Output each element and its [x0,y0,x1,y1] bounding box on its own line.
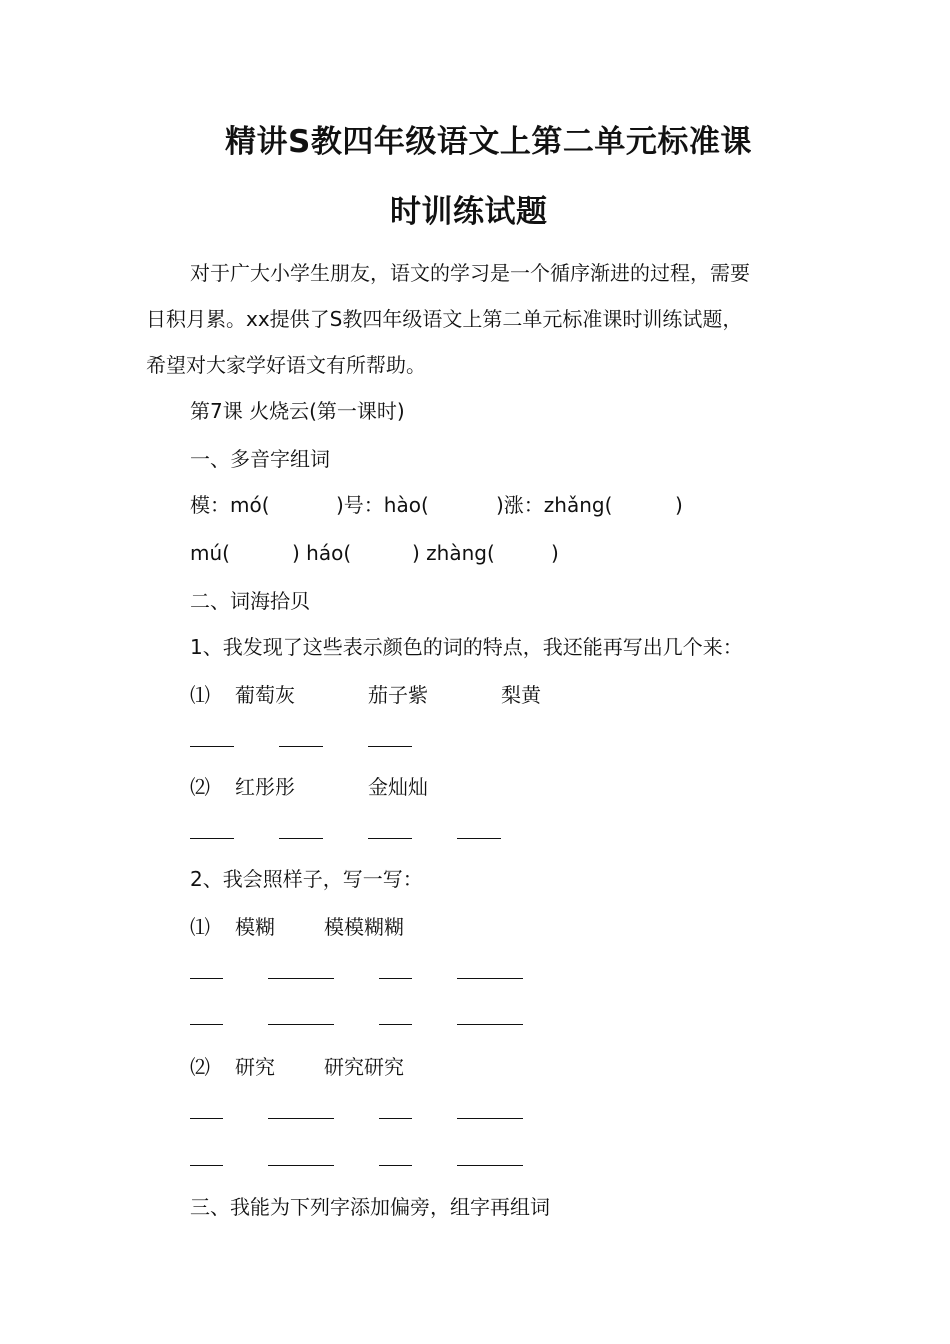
polyphone-close: ) [675,493,683,517]
intro-line2: 日积月累。xx提供了S教四年级语文上第二单元标准课时训练试题， [146,307,743,331]
document-title-line1: 精讲S教四年级语文上第二单元标准课 [225,124,752,160]
polyphone-mu: mú( [190,541,230,565]
answer-blank[interactable] [368,838,412,839]
intro-line1: 对于广大小学生朋友，语文的学习是一个循序渐进的过程，需要 [190,261,750,285]
lesson-title: 第7课 火烧云(第一课时) [190,399,405,423]
polyphone-zhang: )涨：zhǎng( [496,493,613,517]
polyphone-close2: ) [551,541,559,565]
answer-blank[interactable] [190,746,234,747]
answer-blank[interactable] [268,978,334,979]
intro-line3: 希望对大家学好语文有所帮助。 [146,353,426,377]
polyphone-zhang2: ) zhàng( [412,541,495,565]
color-word: 茄子紫 [368,683,428,707]
document-title-line2: 时训练试题 [390,194,548,230]
q2-part2-number: ⑵ [190,1055,210,1079]
answer-blank[interactable] [368,746,412,747]
answer-blank[interactable] [268,1024,334,1025]
answer-blank[interactable] [457,838,501,839]
answer-blank[interactable] [457,1118,523,1119]
answer-blank[interactable] [379,978,412,979]
color-word: 红彤彤 [235,775,295,799]
answer-blank[interactable] [268,1118,334,1119]
answer-blank[interactable] [190,1165,223,1166]
answer-blank[interactable] [190,838,234,839]
answer-blank[interactable] [379,1165,412,1166]
answer-blank[interactable] [190,1024,223,1025]
answer-blank[interactable] [457,1024,523,1025]
example-word: 模模糊糊 [324,915,404,939]
answer-blank[interactable] [379,1118,412,1119]
polyphone-mo: 模：mó( [190,493,270,517]
polyphone-hao: )号：hào( [336,493,429,517]
example-word: 研究研究 [324,1055,404,1079]
section2-heading: 二、词海拾贝 [190,589,310,613]
answer-blank[interactable] [457,978,523,979]
q1-part2-number: ⑵ [190,775,210,799]
q1-part1-number: ⑴ [190,683,210,707]
color-word: 葡萄灰 [235,683,295,707]
section1-heading: 一、多音字组词 [190,447,330,471]
answer-blank[interactable] [379,1024,412,1025]
answer-blank[interactable] [279,746,323,747]
color-word: 金灿灿 [368,775,428,799]
answer-blank[interactable] [279,838,323,839]
question1-prompt: 1、我发现了这些表示颜色的词的特点，我还能再写出几个来： [190,635,743,659]
example-word: 模糊 [235,915,275,939]
answer-blank[interactable] [457,1165,523,1166]
answer-blank[interactable] [190,978,223,979]
q2-part1-number: ⑴ [190,915,210,939]
answer-blank[interactable] [190,1118,223,1119]
polyphone-hao2: ) háo( [292,541,352,565]
color-word: 梨黄 [501,683,541,707]
section3-heading: 三、我能为下列字添加偏旁，组字再组词 [190,1195,550,1219]
example-word: 研究 [235,1055,275,1079]
answer-blank[interactable] [268,1165,334,1166]
question2-prompt: 2、我会照样子，写一写： [190,867,423,891]
